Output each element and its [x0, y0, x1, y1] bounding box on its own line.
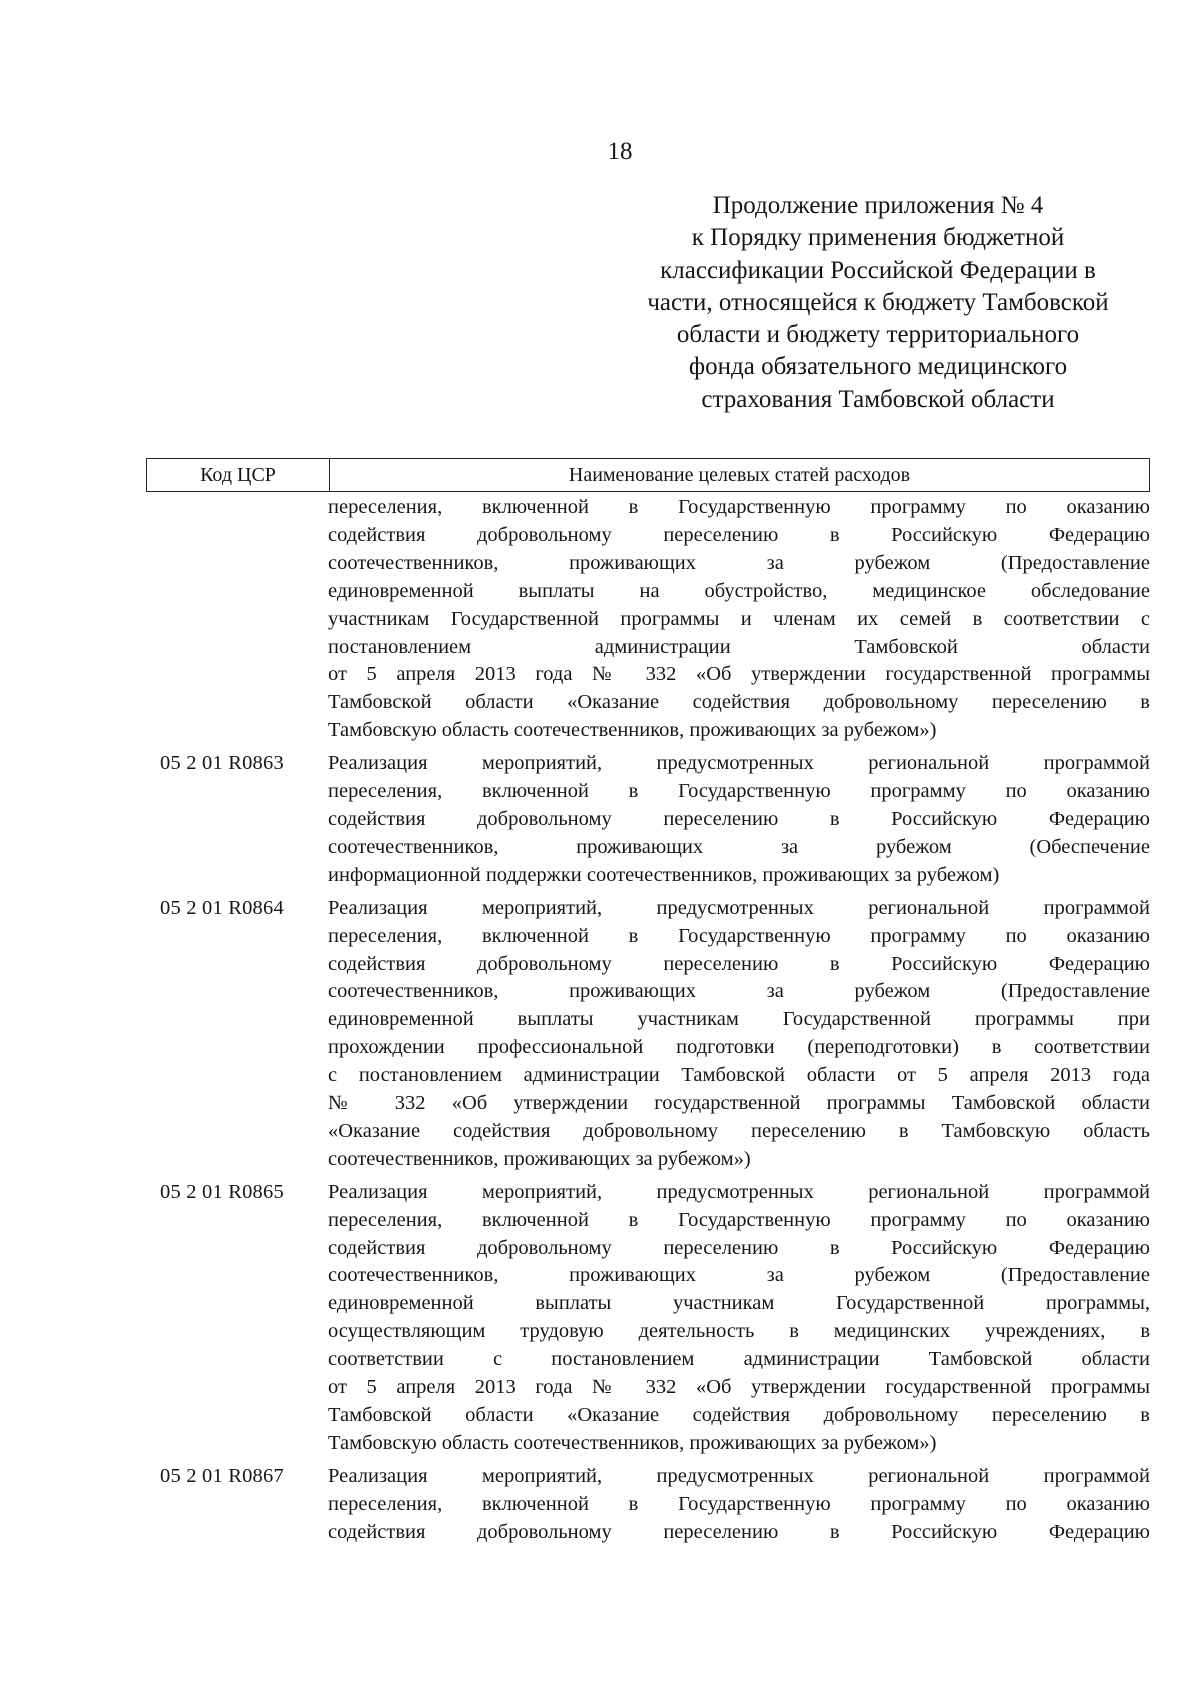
- appendix-header: [600, 190, 1156, 416]
- row-description: [328, 895, 1150, 1174]
- description-line: соотечественников, проживающих за рубежом (Предоставление: [328, 551, 1150, 574]
- description-line: соотечественников, проживающих за рубежом (Предоставление: [328, 1264, 1150, 1287]
- row-description: [328, 750, 1150, 890]
- description-line: содействия добровольному переселению в Российскую Федерацию: [328, 523, 1150, 546]
- description-line: единовременной выплаты участникам Государственной программы при: [328, 1008, 1150, 1031]
- description-line: переселения, включенной в Государственную программу по оказанию: [328, 496, 1150, 518]
- description-line: участникам Государственной программы и членам их семей в соответствии с: [328, 607, 1150, 630]
- description-line: № 332 «Об утверждении государственной программы Тамбовской области: [328, 1092, 1150, 1115]
- appendix-header-line: к Порядку применения бюджетной: [691, 224, 1065, 252]
- table-header: [146, 458, 1150, 492]
- row-description: [328, 1179, 1150, 1458]
- description-line: содействия добровольному переселению в Российскую Федерацию: [328, 1520, 1150, 1543]
- appendix-header-line: части, относящейся к бюджету Тамбовской: [647, 288, 1109, 316]
- description-line: содействия добровольному переселению в Российскую Федерацию: [328, 1236, 1150, 1259]
- description-line: переселения, включенной в Государственную программу по оказанию: [328, 1492, 1150, 1515]
- appendix-header-line: страхования Тамбовской области: [701, 385, 1055, 413]
- description-line: Реализация мероприятий, предусмотренных региональной программой: [328, 896, 1150, 919]
- description-line: Реализация мероприятий, предусмотренных региональной программой: [328, 1464, 1150, 1487]
- description-line: соотечественников, проживающих за рубежом (Предоставление: [328, 980, 1150, 1003]
- description-line: содействия добровольному переселению в Российскую Федерацию: [328, 952, 1150, 975]
- description-line: Тамбовской области «Оказание содействия добровольному переселению в: [328, 1404, 1150, 1426]
- appendix-header-line: Продолжение приложения № 4: [712, 192, 1044, 219]
- row-code: 05 2 01 R0864: [160, 896, 284, 919]
- description-line: Реализация мероприятий, предусмотренных региональной программой: [328, 752, 1150, 775]
- description-line: соотечественников, проживающих за рубежом»): [328, 1147, 751, 1170]
- description-line: соотечественников, проживающих за рубежом (Обеспечение: [328, 835, 1150, 858]
- appendix-header-line: фонда обязательного медицинского: [688, 353, 1068, 381]
- description-line: от 5 апреля 2013 года № 332 «Об утверждении государственной программы: [328, 663, 1150, 686]
- description-line: переселения, включенной в Государственную программу по оказанию: [328, 780, 1150, 803]
- table-row: [146, 895, 1150, 1174]
- description-line: осуществляющим трудовую деятельность в медицинских учреждениях, в: [328, 1320, 1150, 1343]
- description-line: Тамбовской области «Оказание содействия добровольному переселению в: [328, 691, 1150, 714]
- page-number: 18: [607, 138, 633, 165]
- description-line: от 5 апреля 2013 года № 332 «Об утверждении государственной программы: [328, 1376, 1150, 1399]
- row-description: [328, 494, 1150, 745]
- appendix-header-line: области и бюджету территориального: [676, 321, 1080, 349]
- table-row: [146, 1463, 1150, 1547]
- description-line: с постановлением администрации Тамбовской области от 5 апреля 2013 года: [328, 1064, 1150, 1087]
- description-line: информационной поддержки соотечественников, проживающих за рубежом): [328, 863, 1000, 886]
- description-line: Тамбовскую область соотечественников, проживающих за рубежом»): [328, 1431, 937, 1454]
- description-line: единовременной выплаты участникам Государственной программы,: [328, 1292, 1150, 1315]
- description-line: Реализация мероприятий, предусмотренных региональной программой: [328, 1180, 1150, 1203]
- column-header-code: Код ЦСР: [147, 459, 330, 491]
- row-code: 05 2 01 R0867: [160, 1464, 284, 1487]
- description-line: единовременной выплаты на обустройство, медицинское обследование: [328, 579, 1150, 602]
- row-code: 05 2 01 R0863: [160, 752, 284, 775]
- row-code: [146, 494, 328, 745]
- table-row: [146, 1179, 1150, 1458]
- table-row: [146, 750, 1150, 890]
- column-header-name: Наименование целевых статей расходов: [568, 463, 911, 486]
- description-line: «Оказание содействия добровольному переселению в Тамбовскую область: [328, 1119, 1150, 1142]
- appendix-header-line: классификации Российской Федерации в: [660, 256, 1096, 284]
- table-body: [146, 494, 1150, 1552]
- description-line: переселения, включенной в Государственную программу по оказанию: [328, 1208, 1150, 1231]
- table-row: [146, 494, 1150, 745]
- description-line: содействия добровольному переселению в Российскую Федерацию: [328, 807, 1150, 830]
- description-line: переселения, включенной в Государственную программу по оказанию: [328, 924, 1150, 947]
- description-line: соответствии с постановлением администрации Тамбовской области: [328, 1348, 1150, 1371]
- description-line: Тамбовскую область соотечественников, проживающих за рубежом»): [328, 719, 937, 742]
- row-description: [328, 1463, 1150, 1547]
- description-line: постановлением администрации Тамбовской области: [328, 635, 1150, 658]
- description-line: прохождении профессиональной подготовки (переподготовки) в соответствии: [328, 1036, 1150, 1059]
- row-code: 05 2 01 R0865: [160, 1180, 284, 1203]
